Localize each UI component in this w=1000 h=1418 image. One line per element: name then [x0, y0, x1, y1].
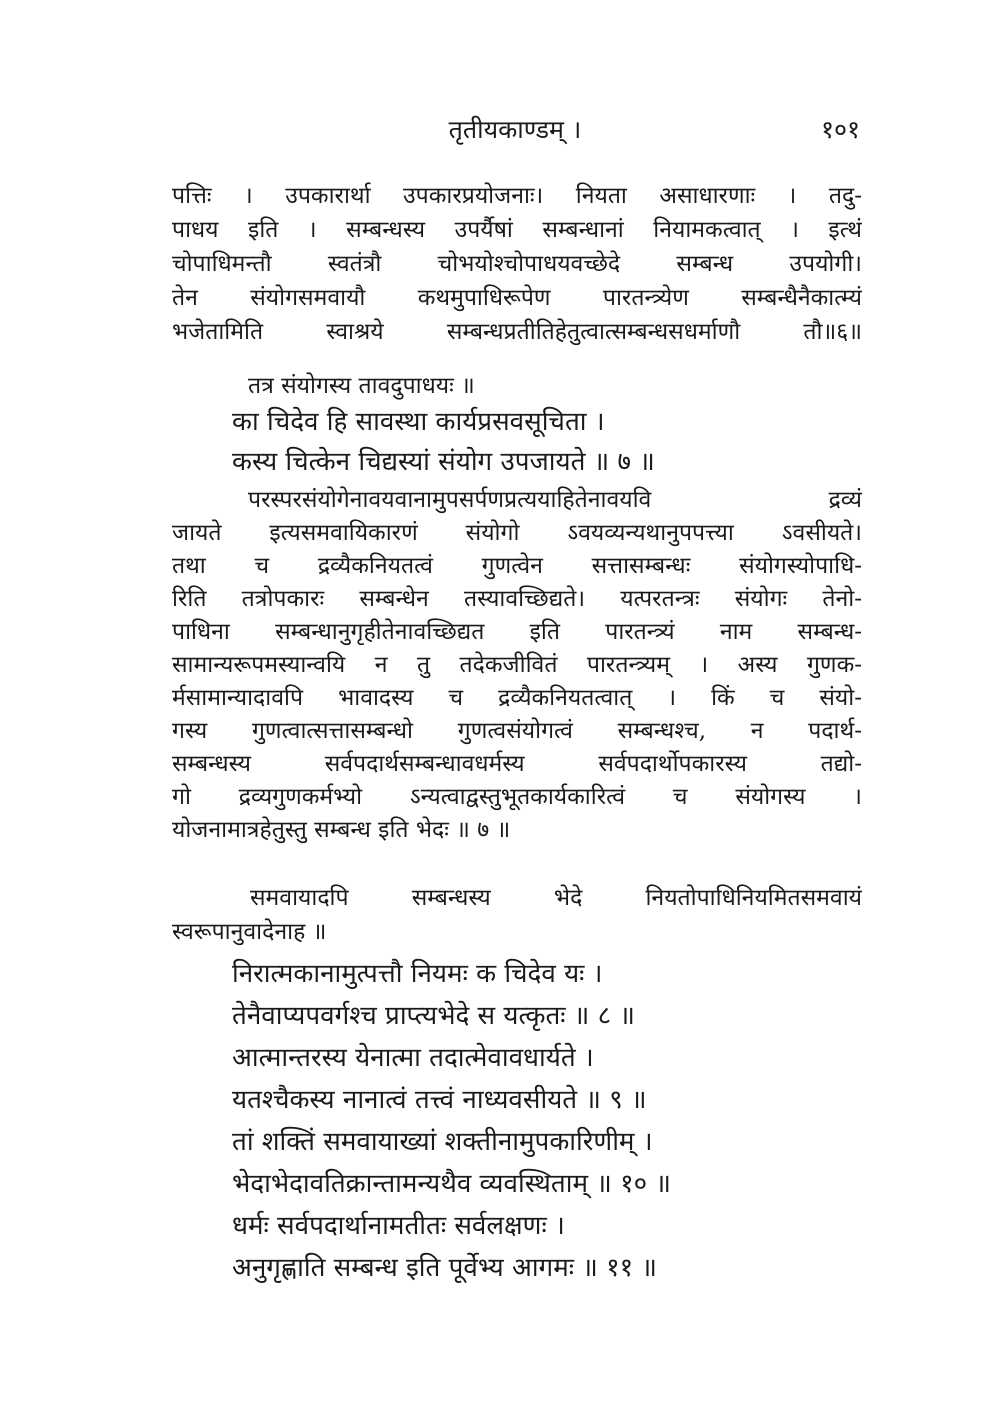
commentary-line: सम्बन्धस्य सर्वपदार्थसम्बन्धावधर्मस्य सर्वपदार्थोपकारस्य तद्यो- — [172, 751, 862, 777]
intro-line: तत्र संयोगस्य तावदुपाधयः ॥ — [248, 373, 475, 399]
intro-line: स्वरूपानुवादेनाह ॥ — [172, 919, 327, 945]
intro-line: समवायादपि सम्बन्धस्य भेदे नियतोपाधिनियमितसमवायं — [250, 885, 862, 911]
verse-line: धर्मः सर्वपदार्थानामतीतः सर्वलक्षणः । — [232, 1211, 565, 1241]
page-number: १०१ — [820, 115, 860, 144]
commentary-line: र्मसामान्यादावपि भावादस्य च द्रव्यैकनियतत्वात् । किं च संयो- — [172, 685, 862, 711]
page-header — [170, 112, 860, 152]
verse-line: भेदाभेदावतिक्रान्तामन्यथैव व्यवस्थिताम् ॥ १० ॥ — [232, 1169, 671, 1199]
commentary-line: परस्परसंयोगेनावयवानामुपसर्पणप्रत्ययाहितेनावयवि द्रव्यं — [248, 487, 862, 513]
commentary-line: गो द्रव्यगुणकर्मभ्यो ऽन्यत्वाद्वस्तुभूतकार्यकारित्वं च संयोगस्य । — [172, 784, 862, 810]
commentary-line: तथा च द्रव्यैकनियतत्वं गुणत्वेन सत्तासम्बन्धः संयोगस्योपाधि- — [172, 553, 862, 579]
verse-line: यतश्चैकस्य नानात्वं तत्त्वं नाध्यवसीयते ॥ ९ ॥ — [232, 1085, 647, 1115]
verse-line: अनुगृह्णाति सम्बन्ध इति पूर्वेभ्य आगमः ॥ ११ ॥ — [232, 1253, 657, 1283]
verse-line: तेनैवाप्यपवर्गश्च प्राप्त्यभेदे स यत्कृतः ॥ ८ ॥ — [232, 1001, 635, 1031]
commentary-line: पाधिना सम्बन्धानुगृहीतेनावच्छिद्यत इति पारतन्त्र्यं नाम सम्बन्ध- — [172, 619, 862, 645]
commentary-line: योजनामात्रहेतुस्तु सम्बन्ध इति भेदः ॥ ७ ॥ — [172, 817, 511, 843]
commentary-line: भजेतामिति स्वाश्रये सम्बन्धप्रतीतिहेतुत्वात्सम्बन्धसधर्माणौ तौ॥६॥ — [172, 319, 862, 345]
commentary-line: गस्य गुणत्वात्सत्तासम्बन्धो गुणत्वसंयोगत्वं सम्बन्धश्च, न पदार्थ- — [172, 718, 862, 744]
commentary-line: रिति तत्रोपकारः सम्बन्धेन तस्यावच्छिद्यते। यत्परतन्त्रः संयोगः तेनो- — [172, 586, 862, 612]
commentary-line: चोपाधिमन्तौ स्वतंत्रौ चोभयोश्चोपाधयवच्छेदे सम्बन्ध उपयोगी। — [172, 251, 862, 277]
commentary-line: पत्तिः । उपकारार्था उपकारप्रयोजनाः। नियता असाधारणाः । तदु- — [172, 183, 862, 209]
verse-line: तां शक्तिं समवायाख्यां शक्तीनामुपकारिणीम् । — [232, 1127, 653, 1157]
verse-line: आत्मान्तरस्य येनात्मा तदात्मेवावधार्यते । — [232, 1043, 594, 1073]
commentary-line: पाधय इति । सम्बन्धस्य उपर्यैषां सम्बन्धानां नियामकत्वात् । इत्थं — [172, 217, 862, 243]
verse-line: का चिदेव हि सावस्था कार्यप्रसवसूचिता । — [232, 407, 605, 437]
commentary-line: सामान्यरूपमस्यान्वयि न तु तदेकजीवितं पारतन्त्र्यम् । अस्य गुणक- — [172, 652, 862, 678]
running-head: तृतीयकाण्डम् । — [448, 115, 582, 144]
commentary-line: जायते इत्यसमवायिकारणं संयोगो ऽवयव्यन्यथानुपपत्त्या ऽवसीयते। — [172, 520, 862, 546]
commentary-line: तेन संयोगसमवायौ कथमुपाधिरूपेण पारतन्त्र्येण सम्बन्धैनैकात्म्यं — [172, 285, 862, 311]
verse-line: निरात्मकानामुत्पत्तौ नियमः क चिदेव यः । — [232, 959, 603, 989]
verse-line: कस्य चित्केन चिद्यस्यां संयोग उपजायते ॥ ७ ॥ — [232, 447, 655, 477]
